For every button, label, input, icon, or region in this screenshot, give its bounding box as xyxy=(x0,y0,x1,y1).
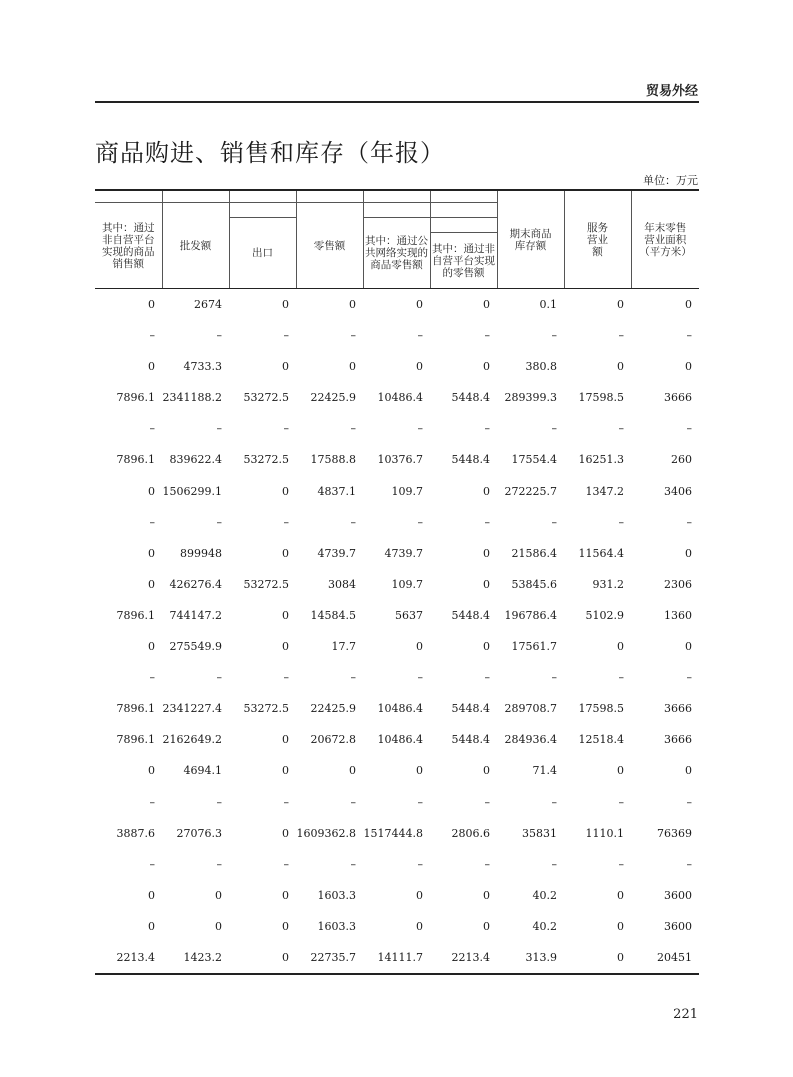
table-cell: – xyxy=(149,515,155,529)
table-cell: 3600 xyxy=(664,919,692,933)
table-cell: 17588.8 xyxy=(310,453,356,467)
table-cell: 0 xyxy=(148,360,155,374)
table-cell: 14111.7 xyxy=(363,942,430,974)
table-cell: 1423.2 xyxy=(162,942,229,974)
table-cell: 0 xyxy=(282,608,289,622)
table-cell: 2806.6 xyxy=(451,826,490,840)
table-cell: 275549.9 xyxy=(169,640,222,654)
table-cell: 0 xyxy=(349,764,356,778)
table-cell: – xyxy=(618,422,624,436)
table-cell: – xyxy=(618,515,624,529)
table-cell: – xyxy=(283,422,289,436)
table-cell: 284936.4 xyxy=(504,733,557,747)
table-cell: 10486.4 xyxy=(377,702,423,716)
table-cell: 22425.9 xyxy=(310,702,356,716)
table-cell: 35831 xyxy=(522,826,557,840)
table-cell: 0 xyxy=(685,298,692,311)
table-cell: 7896.1 xyxy=(116,391,155,405)
table-row xyxy=(95,351,699,382)
table-cell: – xyxy=(350,671,356,685)
table-row xyxy=(95,631,699,662)
table-cell: 2213.4 xyxy=(430,942,497,974)
table-row xyxy=(95,507,699,538)
table-cell: 1517444.8 xyxy=(363,826,423,840)
table-cell: 0 xyxy=(685,360,692,374)
table-cell: – xyxy=(216,795,222,809)
table-row xyxy=(95,849,699,880)
table-cell: 3084 xyxy=(328,577,356,591)
col-header-export: 出口 xyxy=(229,218,296,289)
table-cell: 76369 xyxy=(657,826,692,840)
table-row xyxy=(95,911,699,942)
table-cell: 53845.6 xyxy=(511,577,557,591)
table-row xyxy=(95,880,699,911)
col-header-retail: 零售额 xyxy=(296,203,363,289)
table-cell: – xyxy=(484,671,490,685)
table-row xyxy=(95,538,699,569)
table-cell: 2162649.2 xyxy=(162,733,222,747)
table-cell: 380.8 xyxy=(525,360,557,374)
table-cell: 0 xyxy=(349,360,356,374)
table-cell: 109.7 xyxy=(391,484,423,498)
header-spacer xyxy=(430,190,497,203)
col-header-online-retail: 其中：通过公共网络实现的商品零售额 xyxy=(363,218,430,289)
table-cell: 196786.4 xyxy=(504,608,557,622)
table-cell: – xyxy=(216,422,222,436)
table-cell: 839622.4 xyxy=(169,453,222,467)
table-cell: 0 xyxy=(617,888,624,902)
header-spacer xyxy=(363,190,430,203)
table-cell: 1609362.8 xyxy=(296,826,356,840)
col-header-inventory: 期末商品库存额 xyxy=(497,190,564,289)
header-spacer xyxy=(296,190,363,203)
table-row xyxy=(95,662,699,693)
table-cell: – xyxy=(686,857,692,871)
header-spacer xyxy=(162,190,229,203)
table-cell: 0 xyxy=(282,733,289,747)
table-cell: 4739.7 xyxy=(317,546,356,560)
table-row xyxy=(95,818,699,849)
table-cell: 0 xyxy=(483,298,490,311)
table-cell: 1603.3 xyxy=(317,919,356,933)
table-cell: 899948 xyxy=(180,546,222,560)
table-cell: 53272.5 xyxy=(243,453,289,467)
table-cell: 0 xyxy=(215,919,222,933)
table-cell: 2674 xyxy=(194,298,222,311)
header-spacer xyxy=(229,190,296,203)
table-cell: 40.2 xyxy=(532,919,557,933)
table-row xyxy=(95,755,699,786)
table-cell: – xyxy=(350,515,356,529)
table-cell: 2306 xyxy=(664,577,692,591)
table-cell: 289708.7 xyxy=(504,702,557,716)
table-cell: 2213.4 xyxy=(95,942,162,974)
table-cell: 21586.4 xyxy=(511,546,557,560)
table-cell: 22425.9 xyxy=(310,391,356,405)
table-cell: 11564.4 xyxy=(578,546,624,560)
table-cell: – xyxy=(417,857,423,871)
table-cell: – xyxy=(618,329,624,343)
table-cell: 744147.2 xyxy=(169,608,222,622)
table-cell: 0 xyxy=(483,546,490,560)
table-cell: 0 xyxy=(416,919,423,933)
table-row xyxy=(95,444,699,475)
table-cell: – xyxy=(283,671,289,685)
table-cell: 0 xyxy=(148,640,155,654)
table-cell: 0 xyxy=(148,484,155,498)
table-cell: – xyxy=(149,795,155,809)
table-cell: 0 xyxy=(416,298,423,311)
header-rule xyxy=(95,101,699,103)
table-row xyxy=(95,320,699,351)
table-cell: – xyxy=(686,795,692,809)
table-cell: 17554.4 xyxy=(511,453,557,467)
table-cell: 426276.4 xyxy=(169,577,222,591)
table-cell: 4739.7 xyxy=(384,546,423,560)
table-cell: 1110.1 xyxy=(585,826,624,840)
table-cell: 5448.4 xyxy=(451,453,490,467)
table-cell: 2341227.4 xyxy=(162,702,222,716)
table-cell: 931.2 xyxy=(592,577,624,591)
section-label: 贸易外经 xyxy=(645,84,698,99)
table-cell: 0 xyxy=(483,360,490,374)
table-cell: 0 xyxy=(617,640,624,654)
table-row xyxy=(95,787,699,818)
table-cell: 2341188.2 xyxy=(162,391,222,405)
table-cell: – xyxy=(484,422,490,436)
table-cell: – xyxy=(686,422,692,436)
header-spacer xyxy=(363,203,430,218)
table-cell: 0 xyxy=(483,577,490,591)
data-table xyxy=(95,189,699,975)
table-cell: 0 xyxy=(282,360,289,374)
table-cell: 5448.4 xyxy=(451,733,490,747)
table-cell: – xyxy=(686,329,692,343)
table-cell: 17598.5 xyxy=(578,702,624,716)
table-cell: – xyxy=(216,671,222,685)
table-cell: 0 xyxy=(282,546,289,560)
table-cell: 10486.4 xyxy=(377,733,423,747)
table-cell: 20451 xyxy=(631,942,699,974)
table-cell: 0 xyxy=(148,919,155,933)
table-cell: 0 xyxy=(685,764,692,778)
table-cell: 1603.3 xyxy=(317,888,356,902)
col-header-platform-sales: 其中：通过非自营平台实现的商品销售额 xyxy=(95,203,162,289)
table-header xyxy=(95,190,699,289)
table-cell: – xyxy=(350,329,356,343)
table-cell: – xyxy=(484,857,490,871)
table-cell: 0 xyxy=(229,942,296,974)
table-cell: 1347.2 xyxy=(585,484,624,498)
table-cell: 5448.4 xyxy=(451,391,490,405)
table-cell: – xyxy=(484,329,490,343)
table-cell: – xyxy=(417,329,423,343)
table-cell: 40.2 xyxy=(532,888,557,902)
table-row xyxy=(95,569,699,600)
table-cell: – xyxy=(484,795,490,809)
table-cell: 17598.5 xyxy=(578,391,624,405)
table-cell: – xyxy=(283,329,289,343)
table-row xyxy=(95,382,699,413)
table-cell: 53272.5 xyxy=(243,391,289,405)
table-cell: – xyxy=(417,671,423,685)
header-spacer xyxy=(430,218,497,233)
table-body xyxy=(95,289,699,975)
table-row xyxy=(95,413,699,444)
table-cell: 0 xyxy=(282,484,289,498)
table-cell: – xyxy=(551,795,557,809)
table-cell: 0 xyxy=(483,484,490,498)
table-cell: – xyxy=(350,422,356,436)
table-cell: 0 xyxy=(148,298,155,311)
table-cell: 0 xyxy=(282,888,289,902)
col-header-retail-area: 年末零售营业面积（平方米） xyxy=(631,190,699,289)
table-cell: 3666 xyxy=(664,391,692,405)
table-cell: 3666 xyxy=(664,733,692,747)
table-cell: – xyxy=(618,795,624,809)
table-cell: 0 xyxy=(483,919,490,933)
table-cell: 0 xyxy=(564,942,631,974)
table-cell: 0.1 xyxy=(539,298,557,311)
table-cell: 20672.8 xyxy=(310,733,356,747)
table-cell: 0 xyxy=(685,546,692,560)
table-cell: 0 xyxy=(215,888,222,902)
table-cell: 5448.4 xyxy=(451,702,490,716)
table-cell: – xyxy=(417,795,423,809)
table-cell: 0 xyxy=(685,640,692,654)
table-cell: 3406 xyxy=(664,484,692,498)
table-cell: – xyxy=(484,515,490,529)
table-cell: – xyxy=(216,329,222,343)
col-header-service-revenue: 服务营业额 xyxy=(564,190,631,289)
table-cell: 0 xyxy=(617,764,624,778)
table-cell: 7896.1 xyxy=(116,733,155,747)
table-cell: 17561.7 xyxy=(511,640,557,654)
table-cell: – xyxy=(350,857,356,871)
table-cell: 3666 xyxy=(664,702,692,716)
table-cell: – xyxy=(551,422,557,436)
table-cell: 0 xyxy=(148,546,155,560)
page-title: 商品购进、销售和库存（年报） xyxy=(95,139,445,167)
table-cell: 0 xyxy=(617,360,624,374)
table-cell: 53272.5 xyxy=(243,702,289,716)
table-cell: 0 xyxy=(282,640,289,654)
table-cell: 5102.9 xyxy=(585,608,624,622)
table-cell: 3600 xyxy=(664,888,692,902)
table-cell: 27076.3 xyxy=(176,826,222,840)
table-cell: 22735.7 xyxy=(296,942,363,974)
header-spacer xyxy=(95,190,162,203)
table-cell: – xyxy=(216,857,222,871)
table-cell: 0 xyxy=(349,298,356,311)
table-cell: 0 xyxy=(483,640,490,654)
table-cell: – xyxy=(149,329,155,343)
table-cell: 3887.6 xyxy=(116,826,155,840)
table-cell: 5637 xyxy=(395,608,423,622)
table-cell: – xyxy=(551,857,557,871)
table-cell: 5448.4 xyxy=(451,608,490,622)
table-row xyxy=(95,724,699,755)
header-spacer xyxy=(229,203,296,218)
table-cell: 17.7 xyxy=(331,640,356,654)
table-row xyxy=(95,600,699,631)
table-cell: 1506299.1 xyxy=(162,484,222,498)
unit-label: 单位：万元 xyxy=(643,174,698,187)
table-cell: – xyxy=(149,671,155,685)
data-table-container xyxy=(95,189,699,975)
table-cell: 4694.1 xyxy=(183,764,222,778)
table-cell: 10376.7 xyxy=(377,453,423,467)
table-cell: 12518.4 xyxy=(578,733,624,747)
table-cell: – xyxy=(618,671,624,685)
table-cell: 109.7 xyxy=(391,577,423,591)
table-cell: 0 xyxy=(148,577,155,591)
table-cell: 0 xyxy=(416,888,423,902)
table-cell: 289399.3 xyxy=(504,391,557,405)
table-cell: 14584.5 xyxy=(310,608,356,622)
table-cell: 0 xyxy=(416,764,423,778)
table-cell: 0 xyxy=(282,826,289,840)
table-cell: 16251.3 xyxy=(578,453,624,467)
table-cell: – xyxy=(350,795,356,809)
table-cell: – xyxy=(686,671,692,685)
table-cell: 0 xyxy=(617,298,624,311)
table-cell: – xyxy=(417,515,423,529)
table-cell: – xyxy=(149,422,155,436)
table-cell: 0 xyxy=(282,919,289,933)
table-cell: 10486.4 xyxy=(377,391,423,405)
table-cell: – xyxy=(283,515,289,529)
table-row xyxy=(95,942,699,974)
table-cell: – xyxy=(283,857,289,871)
table-cell: 0 xyxy=(416,360,423,374)
table-cell: – xyxy=(551,515,557,529)
table-cell: – xyxy=(686,515,692,529)
table-cell: 7896.1 xyxy=(116,702,155,716)
table-cell: – xyxy=(551,671,557,685)
table-cell: 1360 xyxy=(664,608,692,622)
table-cell: 0 xyxy=(148,888,155,902)
table-cell: – xyxy=(417,422,423,436)
table-cell: – xyxy=(216,515,222,529)
table-row xyxy=(95,693,699,724)
table-row xyxy=(95,289,699,321)
table-cell: 7896.1 xyxy=(116,608,155,622)
table-cell: 272225.7 xyxy=(504,484,557,498)
table-cell: 313.9 xyxy=(497,942,564,974)
table-cell: 0 xyxy=(282,764,289,778)
page-number: 221 xyxy=(673,1007,698,1022)
table-row xyxy=(95,476,699,507)
table-cell: 0 xyxy=(148,764,155,778)
col-header-wholesale: 批发额 xyxy=(162,203,229,289)
table-cell: 0 xyxy=(483,888,490,902)
table-cell: 4837.1 xyxy=(317,484,356,498)
table-cell: – xyxy=(551,329,557,343)
table-cell: 260 xyxy=(671,453,692,467)
table-cell: 71.4 xyxy=(532,764,557,778)
table-cell: 53272.5 xyxy=(243,577,289,591)
table-cell: 0 xyxy=(617,919,624,933)
table-cell: – xyxy=(149,857,155,871)
header-spacer xyxy=(430,203,497,218)
table-cell: 0 xyxy=(416,640,423,654)
table-cell: 0 xyxy=(483,764,490,778)
table-cell: 7896.1 xyxy=(116,453,155,467)
table-cell: 0 xyxy=(282,298,289,311)
table-cell: – xyxy=(618,857,624,871)
table-cell: – xyxy=(283,795,289,809)
col-header-platform-retail: 其中：通过非自营平台实现的零售额 xyxy=(430,233,497,289)
table-cell: 4733.3 xyxy=(183,360,222,374)
